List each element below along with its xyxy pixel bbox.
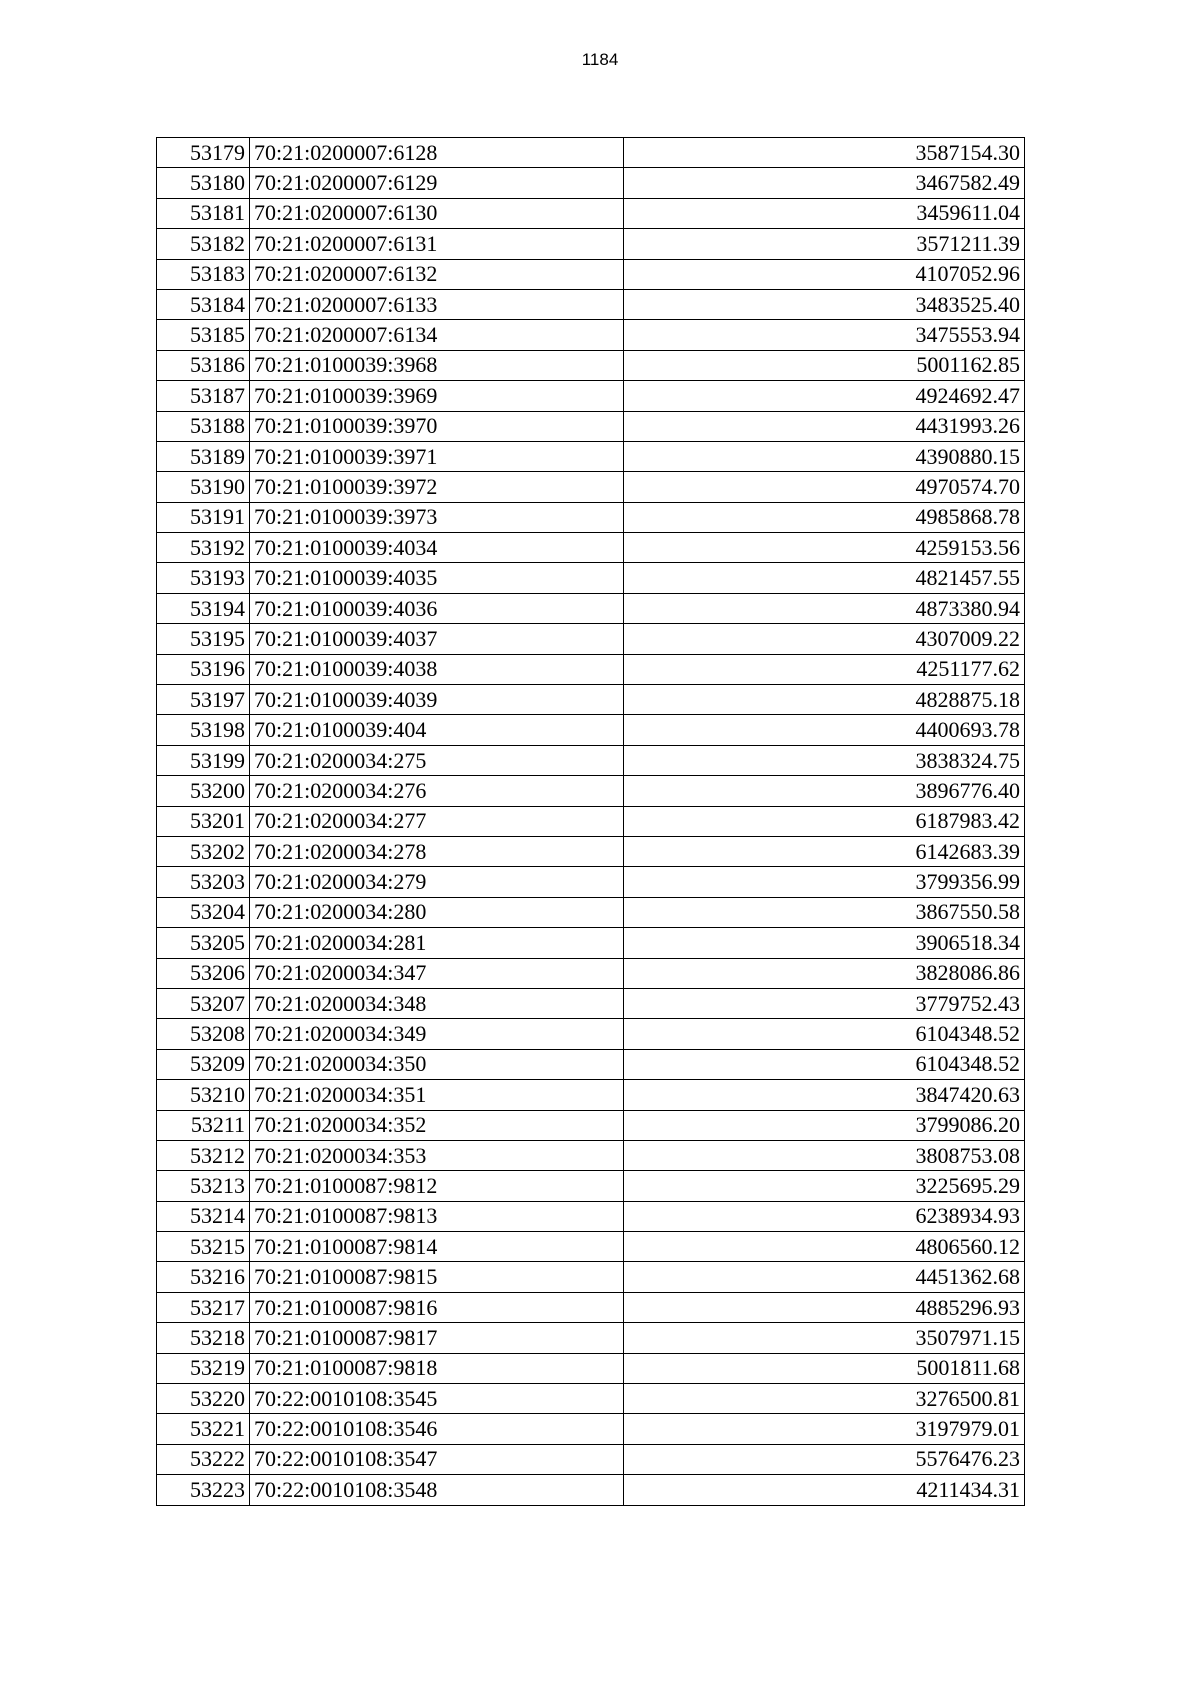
- row-number-cell: 53211: [157, 1110, 250, 1140]
- row-number-cell: 53203: [157, 867, 250, 897]
- value-cell: 4451362.68: [624, 1262, 1025, 1292]
- value-cell: 3571211.39: [624, 229, 1025, 259]
- table-row: [157, 624, 1025, 654]
- cadastral-number-cell: 70:21:0100039:3972: [250, 472, 624, 502]
- table-row: [157, 1140, 1025, 1170]
- cadastral-number-cell: 70:21:0200034:351: [250, 1080, 624, 1110]
- value-cell: 3799086.20: [624, 1110, 1025, 1140]
- table-row: [157, 320, 1025, 350]
- row-number-cell: 53212: [157, 1140, 250, 1170]
- value-cell: 4885296.93: [624, 1292, 1025, 1322]
- cadastral-value-table: [156, 137, 1025, 1506]
- value-cell: 3896776.40: [624, 776, 1025, 806]
- cadastral-number-cell: 70:21:0100039:4034: [250, 533, 624, 563]
- cadastral-number-cell: 70:21:0100039:3970: [250, 411, 624, 441]
- row-number-cell: 53191: [157, 502, 250, 532]
- value-cell: 3459611.04: [624, 198, 1025, 228]
- table-row: [157, 1444, 1025, 1474]
- cadastral-number-cell: 70:21:0100039:4039: [250, 685, 624, 715]
- cadastral-number-cell: 70:21:0200034:353: [250, 1140, 624, 1170]
- table-row: [157, 1171, 1025, 1201]
- value-cell: 3838324.75: [624, 745, 1025, 775]
- value-cell: 4390880.15: [624, 441, 1025, 471]
- cadastral-number-cell: 70:21:0200034:352: [250, 1110, 624, 1140]
- table-row: [157, 1384, 1025, 1414]
- table-row: [157, 1414, 1025, 1444]
- table-row: [157, 1019, 1025, 1049]
- cadastral-number-cell: 70:21:0200007:6132: [250, 259, 624, 289]
- value-cell: 3276500.81: [624, 1384, 1025, 1414]
- table-row: [157, 745, 1025, 775]
- value-cell: 4431993.26: [624, 411, 1025, 441]
- value-cell: 3467582.49: [624, 168, 1025, 198]
- row-number-cell: 53201: [157, 806, 250, 836]
- row-number-cell: 53192: [157, 533, 250, 563]
- row-number-cell: 53196: [157, 654, 250, 684]
- table-row: [157, 138, 1025, 168]
- cadastral-number-cell: 70:22:0010108:3547: [250, 1444, 624, 1474]
- table-row: [157, 593, 1025, 623]
- row-number-cell: 53217: [157, 1292, 250, 1322]
- cadastral-number-cell: 70:21:0200007:6130: [250, 198, 624, 228]
- table-row: [157, 715, 1025, 745]
- cadastral-number-cell: 70:21:0100087:9814: [250, 1232, 624, 1262]
- table-row: [157, 381, 1025, 411]
- table-row: [157, 867, 1025, 897]
- table-row: [157, 685, 1025, 715]
- table-row: [157, 958, 1025, 988]
- row-number-cell: 53186: [157, 350, 250, 380]
- row-number-cell: 53213: [157, 1171, 250, 1201]
- row-number-cell: 53183: [157, 259, 250, 289]
- row-number-cell: 53209: [157, 1049, 250, 1079]
- cadastral-number-cell: 70:21:0200034:278: [250, 836, 624, 866]
- value-cell: 3906518.34: [624, 928, 1025, 958]
- table-row: [157, 1262, 1025, 1292]
- value-cell: 3867550.58: [624, 897, 1025, 927]
- table-row: [157, 806, 1025, 836]
- value-cell: 6238934.93: [624, 1201, 1025, 1231]
- cadastral-number-cell: 70:21:0200034:279: [250, 867, 624, 897]
- cadastral-number-cell: 70:21:0200007:6131: [250, 229, 624, 259]
- cadastral-number-cell: 70:21:0100039:3971: [250, 441, 624, 471]
- value-cell: 4806560.12: [624, 1232, 1025, 1262]
- value-cell: 3197979.01: [624, 1414, 1025, 1444]
- table-row: [157, 289, 1025, 319]
- row-number-cell: 53214: [157, 1201, 250, 1231]
- value-cell: 4828875.18: [624, 685, 1025, 715]
- table-row: [157, 259, 1025, 289]
- cadastral-number-cell: 70:21:0100039:3969: [250, 381, 624, 411]
- table-row: [157, 502, 1025, 532]
- table-row: [157, 1323, 1025, 1353]
- row-number-cell: 53223: [157, 1475, 250, 1505]
- cadastral-number-cell: 70:21:0200007:6129: [250, 168, 624, 198]
- value-cell: 4107052.96: [624, 259, 1025, 289]
- cadastral-number-cell: 70:21:0200034:275: [250, 745, 624, 775]
- row-number-cell: 53185: [157, 320, 250, 350]
- row-number-cell: 53207: [157, 988, 250, 1018]
- table-row: [157, 1110, 1025, 1140]
- value-cell: 3225695.29: [624, 1171, 1025, 1201]
- row-number-cell: 53202: [157, 836, 250, 866]
- table-row: [157, 411, 1025, 441]
- row-number-cell: 53205: [157, 928, 250, 958]
- cadastral-number-cell: 70:22:0010108:3546: [250, 1414, 624, 1444]
- row-number-cell: 53198: [157, 715, 250, 745]
- row-number-cell: 53220: [157, 1384, 250, 1414]
- table-row: [157, 1232, 1025, 1262]
- row-number-cell: 53197: [157, 685, 250, 715]
- row-number-cell: 53190: [157, 472, 250, 502]
- table-row: [157, 472, 1025, 502]
- row-number-cell: 53182: [157, 229, 250, 259]
- cadastral-number-cell: 70:21:0200034:277: [250, 806, 624, 836]
- cadastral-number-cell: 70:21:0200034:281: [250, 928, 624, 958]
- value-cell: 4259153.56: [624, 533, 1025, 563]
- table-row: [157, 776, 1025, 806]
- table-row: [157, 1475, 1025, 1505]
- cadastral-number-cell: 70:21:0200034:280: [250, 897, 624, 927]
- table-row: [157, 654, 1025, 684]
- value-cell: 6187983.42: [624, 806, 1025, 836]
- value-cell: 4924692.47: [624, 381, 1025, 411]
- row-number-cell: 53188: [157, 411, 250, 441]
- value-cell: 5576476.23: [624, 1444, 1025, 1474]
- table-row: [157, 168, 1025, 198]
- table-body: [157, 138, 1025, 1506]
- cadastral-number-cell: 70:21:0100087:9817: [250, 1323, 624, 1353]
- cadastral-number-cell: 70:22:0010108:3548: [250, 1475, 624, 1505]
- value-cell: 4400693.78: [624, 715, 1025, 745]
- value-cell: 3483525.40: [624, 289, 1025, 319]
- value-cell: 3475553.94: [624, 320, 1025, 350]
- row-number-cell: 53210: [157, 1080, 250, 1110]
- row-number-cell: 53184: [157, 289, 250, 319]
- cadastral-number-cell: 70:21:0200034:350: [250, 1049, 624, 1079]
- cadastral-number-cell: 70:21:0200007:6133: [250, 289, 624, 319]
- row-number-cell: 53195: [157, 624, 250, 654]
- cadastral-number-cell: 70:21:0200034:348: [250, 988, 624, 1018]
- value-cell: 3799356.99: [624, 867, 1025, 897]
- row-number-cell: 53206: [157, 958, 250, 988]
- row-number-cell: 53200: [157, 776, 250, 806]
- table-row: [157, 928, 1025, 958]
- value-cell: 4307009.22: [624, 624, 1025, 654]
- table-row: [157, 533, 1025, 563]
- value-cell: 4873380.94: [624, 593, 1025, 623]
- table-row: [157, 441, 1025, 471]
- row-number-cell: 53215: [157, 1232, 250, 1262]
- cadastral-number-cell: 70:21:0200007:6134: [250, 320, 624, 350]
- cadastral-number-cell: 70:21:0100039:4036: [250, 593, 624, 623]
- table-row: [157, 563, 1025, 593]
- value-cell: 4211434.31: [624, 1475, 1025, 1505]
- value-cell: 4821457.55: [624, 563, 1025, 593]
- row-number-cell: 53222: [157, 1444, 250, 1474]
- cadastral-number-cell: 70:21:0100087:9812: [250, 1171, 624, 1201]
- value-cell: 3847420.63: [624, 1080, 1025, 1110]
- row-number-cell: 53199: [157, 745, 250, 775]
- row-number-cell: 53187: [157, 381, 250, 411]
- row-number-cell: 53218: [157, 1323, 250, 1353]
- cadastral-number-cell: 70:21:0200034:276: [250, 776, 624, 806]
- row-number-cell: 53194: [157, 593, 250, 623]
- row-number-cell: 53193: [157, 563, 250, 593]
- row-number-cell: 53219: [157, 1353, 250, 1383]
- row-number-cell: 53179: [157, 138, 250, 168]
- value-cell: 4251177.62: [624, 654, 1025, 684]
- table-row: [157, 1353, 1025, 1383]
- table-row: [157, 836, 1025, 866]
- row-number-cell: 53180: [157, 168, 250, 198]
- row-number-cell: 53208: [157, 1019, 250, 1049]
- table-row: [157, 1201, 1025, 1231]
- cadastral-number-cell: 70:21:0100039:3973: [250, 502, 624, 532]
- value-cell: 4985868.78: [624, 502, 1025, 532]
- cadastral-number-cell: 70:21:0100087:9813: [250, 1201, 624, 1231]
- cadastral-number-cell: 70:21:0200034:349: [250, 1019, 624, 1049]
- page-number: 1184: [581, 50, 619, 69]
- row-number-cell: 53221: [157, 1414, 250, 1444]
- cadastral-number-cell: 70:21:0100087:9818: [250, 1353, 624, 1383]
- cadastral-number-cell: 70:21:0200007:6128: [250, 138, 624, 168]
- value-cell: 4970574.70: [624, 472, 1025, 502]
- value-cell: 3828086.86: [624, 958, 1025, 988]
- cadastral-number-cell: 70:21:0100087:9815: [250, 1262, 624, 1292]
- table-row: [157, 1080, 1025, 1110]
- cadastral-number-cell: 70:21:0100039:4038: [250, 654, 624, 684]
- table-row: [157, 1292, 1025, 1322]
- cadastral-number-cell: 70:21:0100087:9816: [250, 1292, 624, 1322]
- table-row: [157, 1049, 1025, 1079]
- cadastral-number-cell: 70:21:0100039:404: [250, 715, 624, 745]
- cadastral-number-cell: 70:21:0100039:4035: [250, 563, 624, 593]
- cadastral-number-cell: 70:21:0200034:347: [250, 958, 624, 988]
- value-cell: 6142683.39: [624, 836, 1025, 866]
- value-cell: 3779752.43: [624, 988, 1025, 1018]
- table-row: [157, 988, 1025, 1018]
- cadastral-number-cell: 70:21:0100039:3968: [250, 350, 624, 380]
- row-number-cell: 53181: [157, 198, 250, 228]
- cadastral-number-cell: 70:22:0010108:3545: [250, 1384, 624, 1414]
- table-row: [157, 198, 1025, 228]
- row-number-cell: 53216: [157, 1262, 250, 1292]
- value-cell: 3808753.08: [624, 1140, 1025, 1170]
- value-cell: 6104348.52: [624, 1019, 1025, 1049]
- value-cell: 6104348.52: [624, 1049, 1025, 1079]
- table-row: [157, 350, 1025, 380]
- value-cell: 3587154.30: [624, 138, 1025, 168]
- cadastral-number-cell: 70:21:0100039:4037: [250, 624, 624, 654]
- table-row: [157, 229, 1025, 259]
- value-cell: 5001162.85: [624, 350, 1025, 380]
- value-cell: 5001811.68: [624, 1353, 1025, 1383]
- row-number-cell: 53204: [157, 897, 250, 927]
- value-cell: 3507971.15: [624, 1323, 1025, 1353]
- row-number-cell: 53189: [157, 441, 250, 471]
- table-row: [157, 897, 1025, 927]
